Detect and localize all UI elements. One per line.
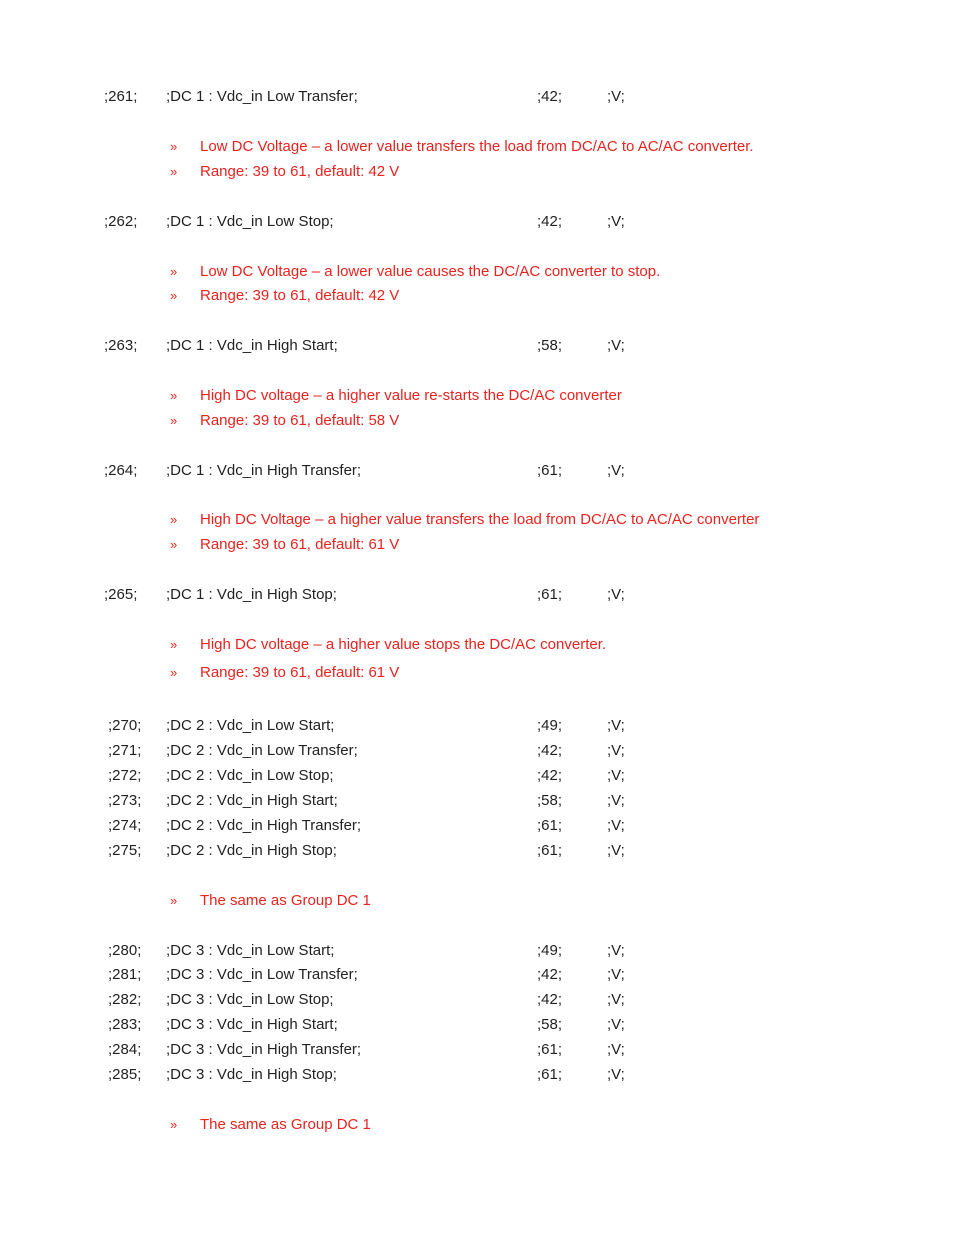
param-value: ;61; <box>537 1066 563 1083</box>
param-unit: ;V; <box>607 586 625 603</box>
param-name: ;DC 1 : Vdc_in High Transfer; <box>166 462 362 479</box>
param-unit: ;V; <box>607 942 625 959</box>
note-text: Range: 39 to 61, default: 42 V <box>200 287 400 304</box>
param-value: ;58; <box>537 1016 563 1033</box>
param-value: ;58; <box>537 792 563 809</box>
param-value: ;42; <box>537 767 563 784</box>
bullet-icon: » <box>170 537 178 552</box>
param-id: ;273; <box>108 792 142 809</box>
note-text: Low DC Voltage – a lower value causes the DC/AC converter to stop. <box>200 263 661 280</box>
note-text: Range: 39 to 61, default: 42 V <box>200 163 400 180</box>
param-value: ;42; <box>537 742 563 759</box>
note-text: High DC voltage – a higher value stops the DC/AC converter. <box>200 636 607 653</box>
param-name: ;DC 2 : Vdc_in High Stop; <box>166 842 337 859</box>
bullet-icon: » <box>170 1117 178 1132</box>
param-id: ;265; <box>104 586 138 603</box>
param-value: ;61; <box>537 462 563 479</box>
param-unit: ;V; <box>607 767 625 784</box>
bullet-icon: » <box>170 139 178 154</box>
param-name: ;DC 3 : Vdc_in High Stop; <box>166 1066 337 1083</box>
param-name: ;DC 1 : Vdc_in Low Transfer; <box>166 88 358 105</box>
param-id: ;283; <box>108 1016 142 1033</box>
param-id: ;285; <box>108 1066 142 1083</box>
param-name: ;DC 1 : Vdc_in High Stop; <box>166 586 337 603</box>
bullet-icon: » <box>170 264 178 279</box>
param-unit: ;V; <box>607 817 625 834</box>
bullet-icon: » <box>170 288 178 303</box>
param-id: ;264; <box>104 462 138 479</box>
note-text: High DC Voltage – a higher value transfers the load from DC/AC to AC/AC converter <box>200 511 760 528</box>
param-name: ;DC 3 : Vdc_in Low Stop; <box>166 991 334 1008</box>
param-name: ;DC 2 : Vdc_in Low Start; <box>166 717 335 734</box>
param-unit: ;V; <box>607 213 625 230</box>
param-value: ;49; <box>537 942 563 959</box>
param-value: ;42; <box>537 966 563 983</box>
param-name: ;DC 2 : Vdc_in High Start; <box>166 792 338 809</box>
param-value: ;42; <box>537 88 563 105</box>
param-value: ;42; <box>537 991 563 1008</box>
bullet-icon: » <box>170 413 178 428</box>
param-value: ;42; <box>537 213 563 230</box>
bullet-icon: » <box>170 512 178 527</box>
param-id: ;275; <box>108 842 142 859</box>
bullet-icon: » <box>170 665 178 680</box>
bullet-icon: » <box>170 388 178 403</box>
param-name: ;DC 2 : Vdc_in Low Transfer; <box>166 742 358 759</box>
param-name: ;DC 3 : Vdc_in High Start; <box>166 1016 338 1033</box>
param-id: ;262; <box>104 213 138 230</box>
param-value: ;61; <box>537 842 563 859</box>
param-unit: ;V; <box>607 842 625 859</box>
param-id: ;272; <box>108 767 142 784</box>
param-value: ;61; <box>537 1041 563 1058</box>
note-text: High DC voltage – a higher value re-starts the DC/AC converter <box>200 387 622 404</box>
param-name: ;DC 3 : Vdc_in High Transfer; <box>166 1041 362 1058</box>
param-unit: ;V; <box>607 792 625 809</box>
param-id: ;263; <box>104 337 138 354</box>
param-unit: ;V; <box>607 717 625 734</box>
param-id: ;281; <box>108 966 142 983</box>
param-id: ;274; <box>108 817 142 834</box>
param-value: ;61; <box>537 817 563 834</box>
param-id: ;284; <box>108 1041 142 1058</box>
note-text: Range: 39 to 61, default: 61 V <box>200 664 400 681</box>
param-id: ;280; <box>108 942 142 959</box>
param-id: ;282; <box>108 991 142 1008</box>
note-text: Range: 39 to 61, default: 58 V <box>200 412 400 429</box>
param-unit: ;V; <box>607 1041 625 1058</box>
param-name: ;DC 1 : Vdc_in Low Stop; <box>166 213 334 230</box>
param-id: ;270; <box>108 717 142 734</box>
bullet-icon: » <box>170 164 178 179</box>
param-unit: ;V; <box>607 462 625 479</box>
param-id: ;271; <box>108 742 142 759</box>
param-value: ;61; <box>537 586 563 603</box>
param-name: ;DC 3 : Vdc_in Low Transfer; <box>166 966 358 983</box>
param-unit: ;V; <box>607 1016 625 1033</box>
param-name: ;DC 2 : Vdc_in High Transfer; <box>166 817 362 834</box>
param-id: ;261; <box>104 88 138 105</box>
note-text: The same as Group DC 1 <box>200 892 371 909</box>
note-text: The same as Group DC 1 <box>200 1116 371 1133</box>
param-value: ;49; <box>537 717 563 734</box>
param-unit: ;V; <box>607 88 625 105</box>
param-unit: ;V; <box>607 1066 625 1083</box>
param-unit: ;V; <box>607 337 625 354</box>
param-name: ;DC 1 : Vdc_in High Start; <box>166 337 338 354</box>
bullet-icon: » <box>170 637 178 652</box>
bullet-icon: » <box>170 893 178 908</box>
note-text: Range: 39 to 61, default: 61 V <box>200 536 400 553</box>
param-value: ;58; <box>537 337 563 354</box>
param-name: ;DC 2 : Vdc_in Low Stop; <box>166 767 334 784</box>
param-name: ;DC 3 : Vdc_in Low Start; <box>166 942 335 959</box>
param-unit: ;V; <box>607 991 625 1008</box>
param-unit: ;V; <box>607 966 625 983</box>
param-unit: ;V; <box>607 742 625 759</box>
note-text: Low DC Voltage – a lower value transfers the load from DC/AC to AC/AC converter. <box>200 138 754 155</box>
